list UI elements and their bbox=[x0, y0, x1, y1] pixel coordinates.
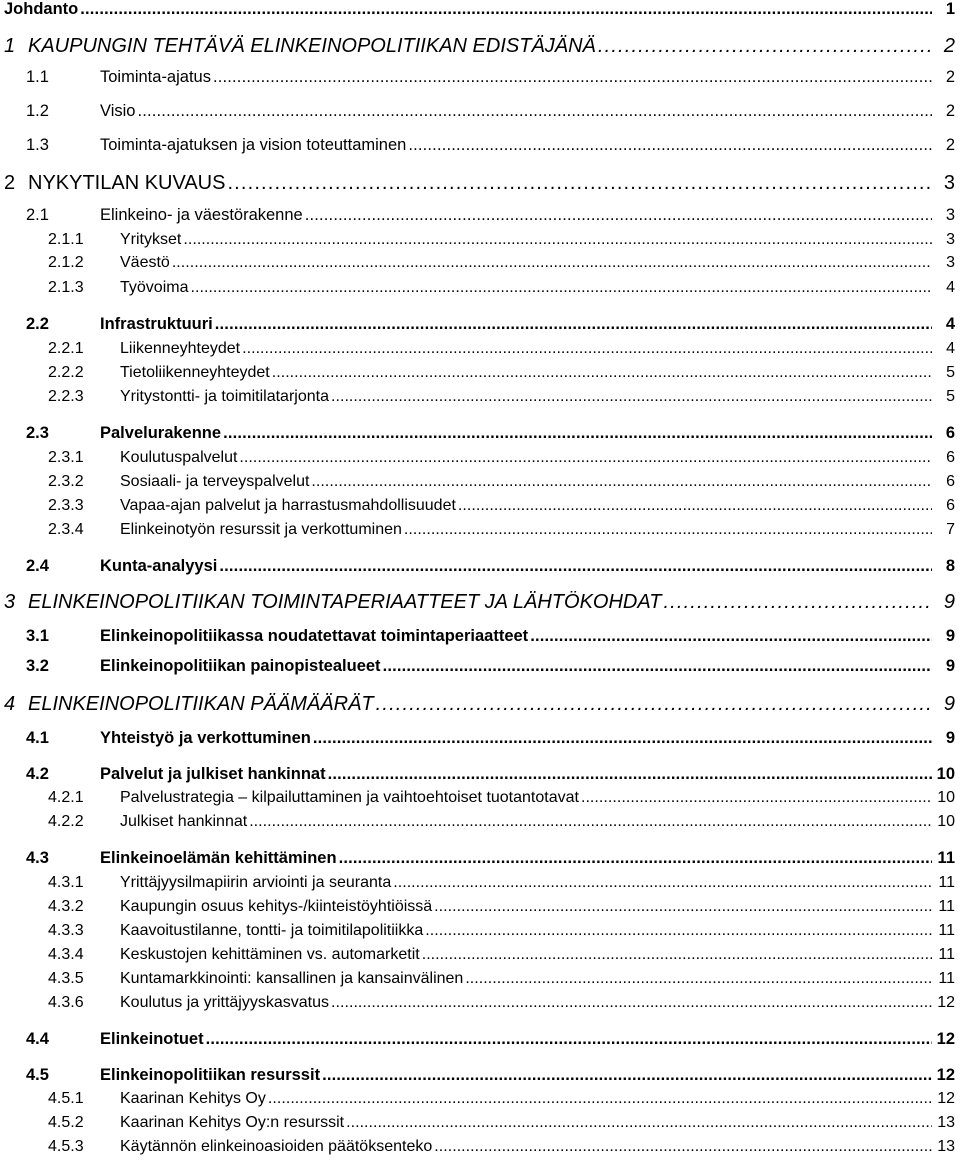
toc-entry[interactable] bbox=[0, 1030, 960, 1054]
toc-entry[interactable] bbox=[0, 657, 960, 681]
toc-leader-dots bbox=[311, 473, 932, 491]
toc-title: Elinkeino- ja väestörakenne bbox=[100, 206, 303, 224]
toc-leader-dots bbox=[272, 364, 932, 382]
toc-leader-dots bbox=[190, 279, 932, 297]
toc-number: 2.1.1 bbox=[48, 231, 84, 248]
toc-entry[interactable] bbox=[0, 922, 960, 946]
toc-entry[interactable] bbox=[0, 994, 960, 1018]
toc-title: Kaarinan Kehitys Oy bbox=[120, 1090, 266, 1107]
toc-entry[interactable] bbox=[0, 946, 960, 970]
toc-leader-dots bbox=[268, 1090, 932, 1108]
toc-title: Väestö bbox=[120, 254, 170, 271]
toc-leader-dots bbox=[422, 946, 932, 964]
toc-number: 4.5.3 bbox=[48, 1138, 84, 1155]
toc-entry[interactable] bbox=[0, 449, 960, 473]
toc-leader-dots bbox=[80, 0, 932, 19]
toc-page-number: 10 bbox=[937, 813, 955, 830]
toc-page-number: 5 bbox=[946, 364, 955, 381]
toc-page-number: 12 bbox=[937, 994, 955, 1011]
toc-entry[interactable] bbox=[0, 473, 960, 497]
toc-page-number: 12 bbox=[936, 1066, 955, 1084]
toc-leader-dots bbox=[383, 657, 932, 676]
toc-page-number: 7 bbox=[946, 521, 955, 538]
toc-leader-dots bbox=[183, 231, 932, 249]
toc-page-number: 5 bbox=[946, 388, 955, 405]
toc-entry[interactable] bbox=[0, 1090, 960, 1114]
toc-page-number: 11 bbox=[938, 922, 955, 939]
toc-leader-dots bbox=[223, 424, 932, 443]
toc-page-number: 12 bbox=[936, 1030, 955, 1048]
toc-entry[interactable] bbox=[0, 789, 960, 813]
toc-page-number: 3 bbox=[946, 254, 955, 271]
toc-title: Kaarinan Kehitys Oy:n resurssit bbox=[120, 1114, 345, 1131]
toc-number: 2.1.2 bbox=[48, 254, 84, 271]
toc-page-number: 11 bbox=[938, 874, 955, 891]
toc-leader-dots bbox=[458, 497, 932, 515]
toc-leader-dots bbox=[206, 1030, 932, 1049]
toc-title: Toiminta-ajatuksen ja vision toteuttaminen bbox=[100, 136, 407, 154]
toc-page-number: 11 bbox=[938, 946, 955, 963]
toc-number: 2.1.3 bbox=[48, 279, 84, 296]
toc-leader-dots bbox=[242, 340, 932, 358]
toc-number: 2.3.1 bbox=[48, 449, 84, 466]
toc-number: 1 bbox=[4, 35, 16, 57]
toc-leader-dots bbox=[239, 449, 932, 467]
toc-number: 3.2 bbox=[26, 657, 49, 675]
toc-number: 3 bbox=[4, 591, 16, 613]
toc-leader-dots bbox=[530, 627, 932, 646]
toc-number: 4.2.1 bbox=[48, 789, 84, 806]
toc-page-number: 13 bbox=[937, 1114, 955, 1131]
toc-leader-dots bbox=[215, 315, 932, 334]
toc-leader-dots bbox=[219, 557, 932, 576]
toc-leader-dots bbox=[227, 172, 932, 195]
toc-entry[interactable] bbox=[0, 849, 960, 873]
toc-page-number: 6 bbox=[946, 449, 955, 466]
toc-number: 4 bbox=[4, 693, 16, 715]
toc-page-number: 3 bbox=[943, 172, 955, 194]
toc-page-number: 9 bbox=[943, 693, 955, 715]
toc-number: 4.5.1 bbox=[48, 1090, 84, 1107]
toc-leader-dots bbox=[663, 591, 932, 614]
toc-number: 2.2 bbox=[26, 315, 49, 333]
toc-number: 4.2 bbox=[26, 765, 49, 783]
toc-page-number: 9 bbox=[945, 627, 955, 645]
toc-title: Elinkeinotuet bbox=[100, 1030, 204, 1048]
toc-entry[interactable] bbox=[0, 279, 960, 303]
toc-entry[interactable] bbox=[0, 874, 960, 898]
toc-title: Koulutuspalvelut bbox=[120, 449, 238, 466]
toc-page-number: 11 bbox=[938, 898, 955, 915]
toc-number: 4.3.2 bbox=[48, 898, 84, 915]
toc-entry[interactable] bbox=[0, 591, 960, 615]
toc-leader-dots bbox=[393, 874, 932, 892]
toc-title: Palvelurakenne bbox=[100, 424, 222, 442]
toc-leader-dots bbox=[322, 1066, 932, 1085]
toc-leader-dots bbox=[408, 136, 932, 155]
toc-page-number: 8 bbox=[945, 557, 955, 575]
toc-page-number: 4 bbox=[945, 315, 955, 333]
toc-number: 2.3.2 bbox=[48, 473, 84, 490]
toc-number: 2.3.3 bbox=[48, 497, 84, 514]
toc-number: 4.3.3 bbox=[48, 922, 84, 939]
toc-entry[interactable] bbox=[0, 1138, 960, 1162]
toc-leader-dots bbox=[137, 102, 932, 121]
toc-entry[interactable] bbox=[0, 231, 960, 255]
toc-entry[interactable] bbox=[0, 557, 960, 581]
toc-title: Julkiset hankinnat bbox=[120, 813, 248, 830]
toc-title: Yritykset bbox=[120, 231, 182, 248]
toc-title: Kaupungin osuus kehitys-/kiinteistöyhtiöissä bbox=[120, 898, 433, 915]
toc-leader-dots bbox=[213, 68, 932, 87]
toc-leader-dots bbox=[434, 898, 932, 916]
toc-title: Kunta-analyysi bbox=[100, 557, 218, 575]
toc-number: 4.3.6 bbox=[48, 994, 84, 1011]
toc-title: Johdanto bbox=[4, 0, 79, 18]
toc-number: 2.3.4 bbox=[48, 521, 84, 538]
toc-entry[interactable] bbox=[0, 254, 960, 278]
toc-title: Elinkeinopolitiikan resurssit bbox=[100, 1066, 321, 1084]
toc-number: 4.2.2 bbox=[48, 813, 84, 830]
toc-leader-dots bbox=[425, 922, 932, 940]
toc-number: 4.4 bbox=[26, 1030, 49, 1048]
toc-number: 2 bbox=[4, 172, 16, 194]
toc-page-number: 2 bbox=[945, 68, 955, 86]
toc-page-number: 4 bbox=[946, 340, 955, 357]
toc-leader-dots bbox=[346, 1114, 932, 1132]
toc-number: 1.1 bbox=[26, 68, 49, 86]
toc-page-number: 1 bbox=[945, 0, 955, 18]
toc-title: KAUPUNGIN TEHTÄVÄ ELINKEINOPOLITIIKAN EDISTÄJÄNÄ bbox=[28, 35, 596, 57]
toc-page-number: 4 bbox=[946, 279, 955, 296]
toc-leader-dots bbox=[328, 765, 932, 784]
toc-entry[interactable] bbox=[0, 315, 960, 339]
toc-leader-dots bbox=[331, 994, 932, 1012]
toc-title: Yritystontti- ja toimitilatarjonta bbox=[120, 388, 329, 405]
toc-entry[interactable] bbox=[0, 813, 960, 837]
toc-leader-dots bbox=[598, 35, 932, 58]
toc-title: Keskustojen kehittäminen vs. automarketit bbox=[120, 946, 420, 963]
toc-title: Koulutus ja yrittäjyyskasvatus bbox=[120, 994, 329, 1011]
toc-title: Elinkeinopolitiikassa noudatettavat toimintaperiaatteet bbox=[100, 627, 529, 645]
toc-number: 3.1 bbox=[26, 627, 49, 645]
toc-page-number: 2 bbox=[943, 35, 955, 57]
toc-title: Palvelut ja julkiset hankinnat bbox=[100, 765, 326, 783]
toc-title: Visio bbox=[100, 102, 136, 120]
toc-number: 4.5.2 bbox=[48, 1114, 84, 1131]
toc-entry[interactable] bbox=[0, 388, 960, 412]
toc-page-number: 6 bbox=[945, 424, 955, 442]
toc-title: Tietoliikenneyhteydet bbox=[120, 364, 270, 381]
toc-entry[interactable] bbox=[0, 424, 960, 448]
toc-title: Elinkeinoelämän kehittäminen bbox=[100, 849, 337, 867]
toc-page-number: 9 bbox=[943, 591, 955, 613]
toc-title: Sosiaali- ja terveyspalvelut bbox=[120, 473, 310, 490]
toc-title: Työvoima bbox=[120, 279, 189, 296]
toc-entry[interactable] bbox=[0, 693, 960, 717]
toc-number: 2.4 bbox=[26, 557, 49, 575]
toc-title: ELINKEINOPOLITIIKAN PÄÄMÄÄRÄT bbox=[28, 693, 374, 715]
toc-title: Elinkeinopolitiikan painopistealueet bbox=[100, 657, 381, 675]
toc-entry[interactable] bbox=[0, 340, 960, 364]
toc-number: 4.1 bbox=[26, 729, 49, 747]
toc-number: 4.3.4 bbox=[48, 946, 84, 963]
toc-title: ELINKEINOPOLITIIKAN TOIMINTAPERIAATTEET JA LÄHTÖKOHDAT bbox=[28, 591, 662, 613]
toc-leader-dots bbox=[581, 789, 932, 807]
toc-number: 2.2.2 bbox=[48, 364, 84, 381]
toc-page-number: 11 bbox=[938, 970, 955, 987]
toc-entry[interactable] bbox=[0, 0, 960, 24]
toc-title: Yhteistyö ja verkottuminen bbox=[100, 729, 311, 747]
toc-entry[interactable] bbox=[0, 970, 960, 994]
toc-leader-dots bbox=[172, 254, 932, 272]
toc-entry[interactable] bbox=[0, 898, 960, 922]
toc-number: 4.5 bbox=[26, 1066, 49, 1084]
toc-number: 2.3 bbox=[26, 424, 49, 442]
toc-title: Kuntamarkkinointi: kansallinen ja kansainvälinen bbox=[120, 970, 464, 987]
toc-leader-dots bbox=[331, 388, 932, 406]
toc-title: NYKYTILAN KUVAUS bbox=[28, 172, 226, 194]
toc-page-number: 12 bbox=[937, 1090, 955, 1107]
toc-entry[interactable] bbox=[0, 206, 960, 230]
toc-title: Käytännön elinkeinoasioiden päätöksenteko bbox=[120, 1138, 433, 1155]
toc-title: Elinkeinotyön resurssit ja verkottuminen bbox=[120, 521, 402, 538]
toc-page-number: 6 bbox=[946, 473, 955, 490]
toc-leader-dots bbox=[465, 970, 932, 988]
toc-number: 1.2 bbox=[26, 102, 49, 120]
toc-number: 2.1 bbox=[26, 206, 49, 224]
toc-leader-dots bbox=[434, 1138, 932, 1156]
toc-entry[interactable] bbox=[0, 729, 960, 753]
toc-title: Vapaa-ajan palvelut ja harrastusmahdollisuudet bbox=[120, 497, 456, 514]
toc-number: 4.3 bbox=[26, 849, 49, 867]
toc-entry[interactable] bbox=[0, 35, 960, 59]
toc-page-number: 3 bbox=[945, 206, 955, 224]
toc-title: Kaavoitustilanne, tontti- ja toimitilapolitiikka bbox=[120, 922, 424, 939]
toc-entry[interactable] bbox=[0, 102, 960, 126]
toc-page-number: 9 bbox=[945, 729, 955, 747]
toc-page-number: 10 bbox=[936, 765, 955, 783]
toc-title: Palvelustrategia – kilpailuttaminen ja vaihtoehtoiset tuotantotavat bbox=[120, 789, 579, 806]
toc-title: Infrastruktuuri bbox=[100, 315, 213, 333]
toc-leader-dots bbox=[404, 521, 932, 539]
toc-title: Liikenneyhteydet bbox=[120, 340, 241, 357]
toc-page-number: 10 bbox=[937, 789, 955, 806]
toc-entry[interactable] bbox=[0, 136, 960, 160]
toc-leader-dots bbox=[249, 813, 932, 831]
toc-entry[interactable] bbox=[0, 68, 960, 92]
toc-number: 4.3.1 bbox=[48, 874, 84, 891]
toc-entry[interactable] bbox=[0, 497, 960, 521]
toc-page-number: 2 bbox=[945, 102, 955, 120]
toc-page-number: 6 bbox=[946, 497, 955, 514]
toc-page-number: 9 bbox=[945, 657, 955, 675]
toc-leader-dots bbox=[376, 693, 932, 716]
toc-entry[interactable] bbox=[0, 765, 960, 789]
toc-number: 1.3 bbox=[26, 136, 49, 154]
toc-leader-dots bbox=[313, 729, 932, 748]
toc-entry[interactable] bbox=[0, 627, 960, 651]
toc-title: Toiminta-ajatus bbox=[100, 68, 211, 86]
toc-leader-dots bbox=[305, 206, 932, 225]
toc-number: 4.3.5 bbox=[48, 970, 84, 987]
toc-entry[interactable] bbox=[0, 364, 960, 388]
toc-entry[interactable] bbox=[0, 172, 960, 196]
toc-title: Yrittäjyysilmapiirin arviointi ja seuranta bbox=[120, 874, 392, 891]
toc-entry[interactable] bbox=[0, 1114, 960, 1138]
toc-page-number: 3 bbox=[946, 231, 955, 248]
toc-number: 2.2.3 bbox=[48, 388, 84, 405]
toc-page-number: 11 bbox=[937, 849, 955, 867]
toc-page-number: 13 bbox=[937, 1138, 955, 1155]
toc-entry[interactable] bbox=[0, 521, 960, 545]
toc-leader-dots bbox=[339, 849, 932, 868]
toc-number: 2.2.1 bbox=[48, 340, 84, 357]
toc-entry[interactable] bbox=[0, 1066, 960, 1090]
toc-page-number: 2 bbox=[945, 136, 955, 154]
